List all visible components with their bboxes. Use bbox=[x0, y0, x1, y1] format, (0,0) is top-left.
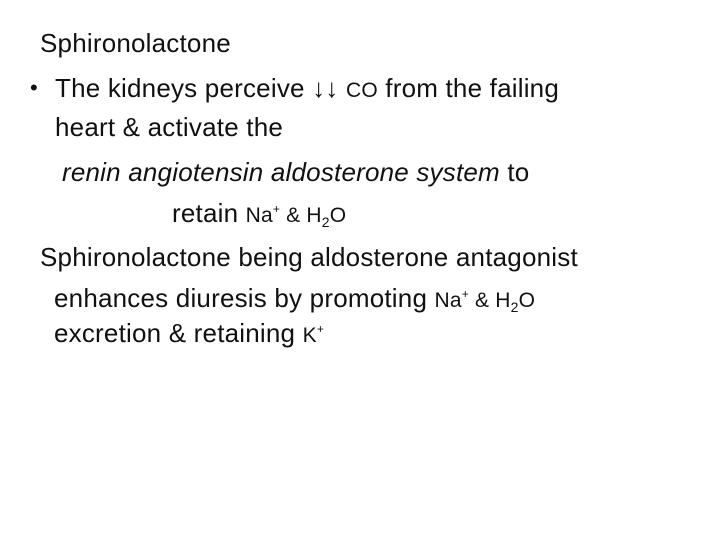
slide-heading: Sphironolactone bbox=[40, 28, 231, 58]
bullet1-line3-rest: to bbox=[499, 157, 530, 187]
bullet1-text-a: The kidneys perceive bbox=[55, 73, 313, 103]
retain-text: retain bbox=[172, 198, 246, 228]
water-subscript-2: 2 bbox=[510, 299, 519, 315]
raas-term: renin angiotensin aldosterone system bbox=[62, 157, 500, 187]
bullet1-line4 bbox=[172, 198, 346, 231]
bullet1-text-b: from the failing bbox=[377, 73, 560, 103]
sodium-charge-2: + bbox=[461, 287, 469, 301]
para2-line3 bbox=[54, 318, 324, 351]
sodium-symbol: Na bbox=[245, 204, 273, 227]
sodium-charge: + bbox=[272, 202, 281, 216]
enhances-text: enhances diuresis by promoting bbox=[54, 283, 435, 313]
water-prefix-2: & H bbox=[469, 289, 511, 312]
sodium-symbol-2: Na bbox=[434, 289, 462, 312]
water-prefix: & H bbox=[280, 204, 322, 227]
potassium-symbol: K bbox=[302, 324, 317, 347]
down-arrows-icon: ↓↓ bbox=[312, 73, 339, 103]
water-oxygen-2: O bbox=[518, 289, 536, 312]
potassium-charge: + bbox=[316, 322, 325, 336]
bullet1-line1 bbox=[55, 73, 559, 106]
para2-line1: Sphironolactone being aldosterone antagonist bbox=[40, 242, 578, 272]
cardiac-output-abbrev: CO bbox=[345, 79, 378, 102]
water-oxygen: O bbox=[329, 204, 347, 227]
para2-line2 bbox=[54, 283, 535, 316]
excretion-text: excretion & retaining bbox=[54, 318, 303, 348]
water-subscript: 2 bbox=[321, 214, 330, 230]
bullet1-line2: heart & activate the bbox=[55, 112, 284, 142]
bullet1-line3 bbox=[62, 157, 529, 187]
bullet-marker: • bbox=[30, 75, 38, 100]
